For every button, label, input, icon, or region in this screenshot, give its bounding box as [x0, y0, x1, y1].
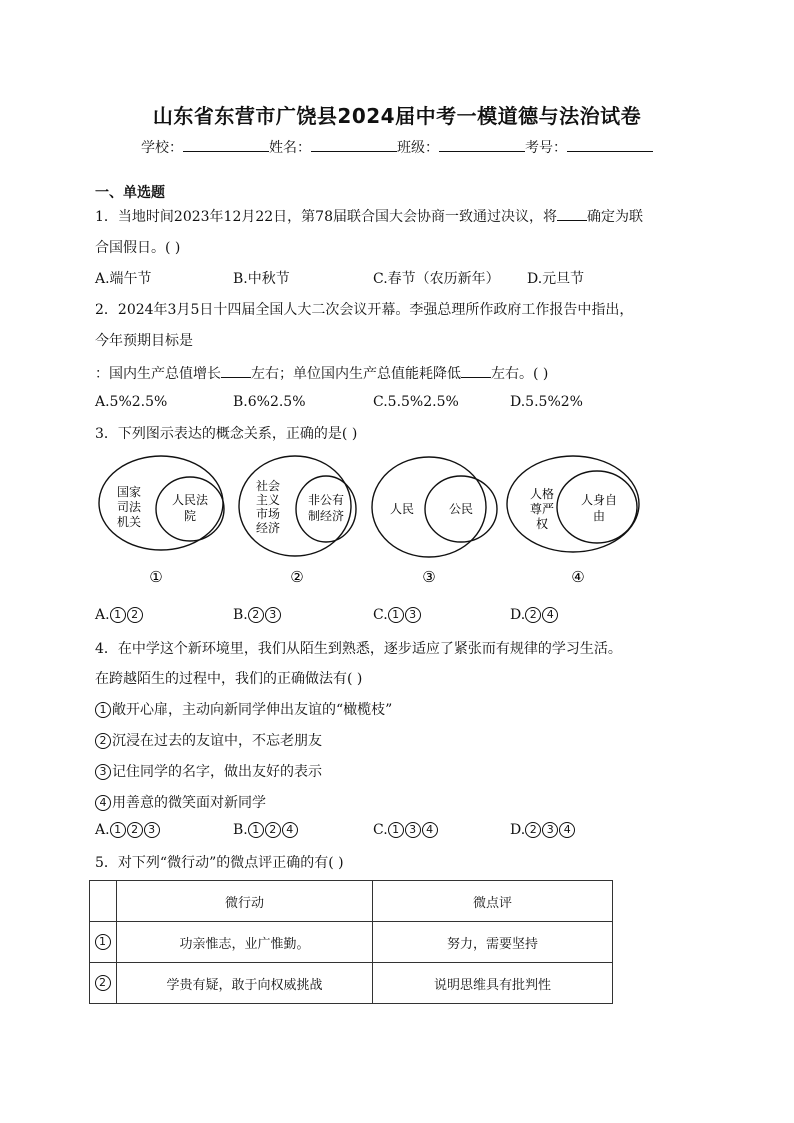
q2-line1: 2．2024年3月5日十四届全国人大二次会议开幕。李强总理所作政府工作报告中指出，	[95, 302, 634, 318]
diagram-2-outer-label-3: 市场	[255, 507, 281, 521]
circled-number: 1	[95, 934, 111, 950]
name-blank[interactable]	[311, 139, 397, 152]
class-label: 班级：	[397, 140, 439, 156]
diagram-4-outer-label-3: 权	[535, 517, 549, 531]
diagram-1-outer-label-2: 司法	[116, 500, 142, 514]
circled-number: 2	[127, 822, 143, 838]
circled-number: 2	[248, 607, 264, 623]
diagram-3-inner-label: 公民	[448, 502, 474, 516]
q1-blank	[557, 208, 587, 221]
q1-option-b[interactable]: B.中秋节	[233, 271, 290, 287]
diagram-4-outer-label-1: 人格	[529, 487, 555, 501]
q4-option-c-letter: C.	[373, 822, 388, 838]
number-label: 考号：	[525, 140, 567, 156]
table-row	[90, 963, 613, 1004]
circled-number: 2	[525, 822, 541, 838]
q1-text-a: 1．当地时间2023年12月22日，第78届联合国大会协商一致通过决议，将	[95, 209, 557, 225]
q2-blank-1	[221, 365, 251, 378]
circled-number: 3	[265, 607, 281, 623]
circled-number: 4	[542, 607, 558, 623]
q4-option-c[interactable]	[373, 822, 439, 838]
diagram-2-outer-label-4: 经济	[255, 521, 281, 535]
q3-option-c-letter: C.	[373, 607, 388, 623]
diagram-1-inner-label-2: 院	[183, 509, 197, 523]
table-row-index	[90, 963, 117, 1004]
q5-table	[89, 880, 613, 1004]
circled-number: 4	[282, 822, 298, 838]
number-blank[interactable]	[567, 139, 653, 152]
q4-statement-3-text: 记住同学的名字，做出友好的表示	[112, 764, 322, 780]
q4-option-b[interactable]	[233, 822, 299, 838]
table-header-index	[90, 881, 117, 922]
q4-statement-4-text: 用善意的微笑面对新同学	[112, 795, 266, 811]
q2-text-b: 左右；单位国内生产总值能耗降低	[251, 366, 461, 382]
q4-statement-2-text: 沉浸在过去的友谊中，不忘老朋友	[112, 733, 322, 749]
diagram-4	[507, 456, 639, 586]
circled-number: 3	[405, 607, 421, 623]
circled-number: 2	[95, 975, 111, 991]
q3-option-a-letter: A.	[95, 607, 110, 623]
q4-option-a[interactable]	[95, 822, 161, 838]
q4-option-a-letter: A.	[95, 822, 110, 838]
table-header-comment: 微点评	[373, 881, 613, 922]
circled-number: 1	[388, 607, 404, 623]
circled-number: 3	[95, 764, 111, 780]
circled-number: 2	[525, 607, 541, 623]
q1-line2: 合国假日。( )	[95, 240, 181, 256]
circled-number: 4	[422, 822, 438, 838]
diagram-2-inner-label-1: 非公有	[307, 493, 345, 507]
q3-concept-diagrams	[95, 452, 655, 592]
circled-number: 3	[144, 822, 160, 838]
table-row	[90, 922, 613, 963]
school-blank[interactable]	[183, 139, 269, 152]
q1-option-c[interactable]: C.春节（农历新年）	[373, 271, 500, 287]
q4-line2: 在跨越陌生的过程中，我们的正确做法有( )	[95, 671, 363, 687]
q4-statement-1-text: 敞开心扉，主动向新同学伸出友谊的“橄榄枝”	[112, 702, 393, 718]
q4-statement-2	[95, 730, 322, 750]
circled-number: 1	[110, 822, 126, 838]
diagram-4-inner-label-2: 由	[592, 509, 606, 523]
diagram-2	[239, 456, 356, 586]
circled-number: 4	[95, 795, 111, 811]
q2-text-c: 左右。( )	[491, 366, 549, 382]
diagram-4-inner-circle	[557, 471, 637, 543]
diagram-3-number: ③	[422, 568, 436, 586]
diagram-3-outer-label: 人民	[389, 502, 415, 516]
circled-number: 3	[405, 822, 421, 838]
q3-option-b-letter: B.	[233, 607, 248, 623]
q5-line1: 5．对下列“微行动”的微点评正确的有( )	[95, 855, 344, 871]
q4-option-b-letter: B.	[233, 822, 248, 838]
table-row-index	[90, 922, 117, 963]
q2-option-c[interactable]: C.5.5%2.5%	[373, 394, 459, 410]
diagram-1-outer-label-1: 国家	[116, 485, 142, 499]
q4-option-d[interactable]	[510, 822, 576, 838]
table-cell-action: 功亲惟志，业广惟勤。	[117, 922, 373, 963]
q4-line1: 4．在中学这个新环境里，我们从陌生到熟悉，逐步适应了紧张而有规律的学习生活。	[95, 641, 622, 657]
circled-number: 1	[388, 822, 404, 838]
q4-statement-1	[95, 699, 392, 719]
diagram-2-outer-label-2: 主义	[255, 493, 281, 507]
q2-option-a[interactable]: A.5%2.5%	[95, 394, 168, 410]
circled-number: 4	[559, 822, 575, 838]
name-label: 姓名：	[269, 140, 311, 156]
q3-option-d[interactable]	[510, 607, 559, 623]
q1-option-a[interactable]: A.端午节	[95, 271, 152, 287]
diagram-1-number: ①	[149, 568, 163, 586]
q1-option-d[interactable]: D.元旦节	[527, 271, 585, 287]
q3-option-b[interactable]	[233, 607, 282, 623]
diagram-4-number: ④	[571, 568, 585, 586]
diagram-4-inner-label-1: 人身自	[580, 493, 618, 507]
table-header-action: 微行动	[117, 881, 373, 922]
class-blank[interactable]	[439, 139, 525, 152]
circled-number: 1	[110, 607, 126, 623]
q2-line3	[95, 363, 548, 383]
circled-number: 2	[127, 607, 143, 623]
section-heading: 一、单选题	[95, 185, 165, 201]
q4-statement-4	[95, 792, 266, 812]
q2-option-d[interactable]: D.5.5%2%	[510, 394, 583, 410]
q1-line1	[95, 206, 643, 226]
circled-number: 2	[95, 733, 111, 749]
exam-title: 山东省东营市广饶县2024届中考一模道德与法治试卷	[152, 104, 642, 128]
table-header-row	[90, 881, 613, 922]
diagram-2-outer-label-1: 社会	[255, 479, 281, 493]
circled-number: 2	[265, 822, 281, 838]
q2-line2: 今年预期目标是	[95, 333, 193, 349]
table-cell-comment: 努力，需要坚持	[373, 922, 613, 963]
q2-option-b[interactable]: B.6%2.5%	[233, 394, 306, 410]
table-cell-comment: 说明思维具有批判性	[373, 963, 613, 1004]
circled-number: 3	[542, 822, 558, 838]
circled-number: 1	[95, 702, 111, 718]
school-label: 学校：	[141, 140, 183, 156]
diagram-3	[372, 457, 497, 586]
q2-text-a: ：国内生产总值增长	[95, 366, 221, 382]
q4-option-d-letter: D.	[510, 822, 526, 838]
q4-statement-3	[95, 761, 322, 781]
q3-line1: 3．下列图示表达的概念关系，正确的是( )	[95, 426, 358, 442]
q3-option-a[interactable]	[95, 607, 144, 623]
q2-blank-2	[461, 365, 491, 378]
circled-number: 1	[248, 822, 264, 838]
diagram-2-inner-label-2: 制经济	[307, 509, 345, 523]
diagram-4-outer-label-2: 尊严	[529, 502, 555, 516]
diagram-1-outer-label-3: 机关	[116, 515, 142, 529]
diagram-2-number: ②	[290, 568, 304, 586]
diagram-1-inner-label-1: 人民法	[171, 493, 209, 507]
q3-option-d-letter: D.	[510, 607, 526, 623]
table-cell-action: 学贵有疑，敢于向权威挑战	[117, 963, 373, 1004]
diagram-1	[99, 456, 224, 586]
q1-text-b: 确定为联	[586, 209, 643, 225]
student-info-line	[0, 137, 794, 157]
q3-option-c[interactable]	[373, 607, 422, 623]
